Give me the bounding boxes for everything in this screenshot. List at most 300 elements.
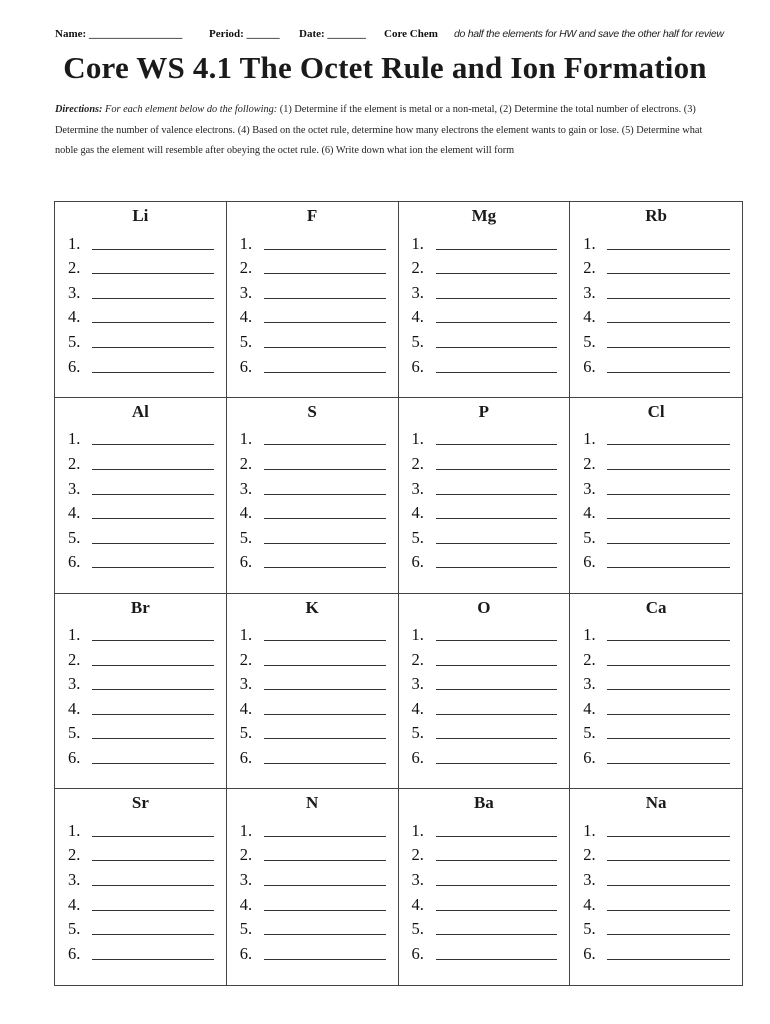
- answer-blank[interactable]: [607, 297, 730, 299]
- answer-line: [68, 939, 214, 964]
- answer-blank[interactable]: [92, 835, 214, 837]
- element-symbol: K: [305, 597, 319, 617]
- element-symbol: Na: [645, 793, 667, 813]
- answer-line: [240, 352, 386, 377]
- answer-number: 5.: [68, 919, 81, 939]
- element-symbol: Al: [131, 401, 149, 421]
- answer-line: [412, 890, 558, 915]
- answer-blank[interactable]: [264, 468, 386, 470]
- answer-blank[interactable]: [436, 859, 558, 861]
- answer-line: [583, 816, 730, 841]
- element-symbol: Ca: [645, 597, 667, 617]
- answer-line: [240, 449, 386, 474]
- element-cell: [55, 202, 227, 398]
- answer-blank[interactable]: [436, 835, 558, 837]
- answer-line: [583, 865, 730, 890]
- answer-line: [583, 499, 730, 524]
- answer-blank[interactable]: [436, 321, 558, 323]
- answer-number: 6.: [583, 943, 596, 963]
- answer-number: 5.: [68, 527, 81, 547]
- answer-number: 5.: [583, 723, 596, 743]
- answer-number: 4.: [411, 894, 424, 914]
- answer-blank[interactable]: [607, 566, 730, 568]
- answer-number: 2.: [68, 453, 81, 473]
- answer-number: 5.: [68, 723, 81, 743]
- answer-blank[interactable]: [607, 664, 730, 666]
- answer-number: 3.: [239, 282, 253, 302]
- answer-line: [412, 327, 558, 352]
- answer-number: 3.: [411, 478, 424, 498]
- header-line: [55, 28, 755, 44]
- answer-blank[interactable]: [92, 248, 214, 250]
- answer-line: [583, 523, 730, 548]
- answer-number: 3.: [411, 674, 424, 694]
- element-symbol: Br: [130, 597, 150, 617]
- answer-list: [412, 816, 558, 964]
- answer-blank[interactable]: [436, 639, 558, 641]
- answer-blank[interactable]: [92, 909, 214, 911]
- answer-number: 4.: [583, 894, 596, 914]
- element-cell: [399, 594, 571, 790]
- directions-lead: Directions:: [55, 104, 103, 115]
- answer-blank[interactable]: [264, 493, 386, 495]
- answer-number: 5.: [239, 919, 253, 939]
- answer-blank[interactable]: [264, 272, 386, 274]
- answer-blank[interactable]: [264, 443, 386, 445]
- answer-number: 4.: [239, 698, 253, 718]
- element-symbol: O: [477, 597, 491, 617]
- answer-blank[interactable]: [607, 639, 730, 641]
- element-cell: [570, 594, 742, 790]
- answer-number: 2.: [239, 845, 253, 865]
- answer-blank[interactable]: [264, 884, 386, 886]
- answer-number: 2.: [583, 649, 596, 669]
- answer-number: 2.: [239, 453, 253, 473]
- answer-list: [412, 621, 558, 769]
- answer-line: [412, 621, 558, 646]
- answer-blank[interactable]: [607, 835, 730, 837]
- answer-line: [68, 670, 214, 695]
- answer-line: [583, 915, 730, 940]
- answer-line: [412, 303, 558, 328]
- answer-line: [240, 499, 386, 524]
- answer-line: [412, 548, 558, 573]
- element-cell: [227, 202, 399, 398]
- answer-number: 2.: [411, 845, 424, 865]
- answer-number: 6.: [239, 356, 253, 376]
- answer-line: [68, 645, 214, 670]
- answer-blank[interactable]: [436, 272, 558, 274]
- answer-blank[interactable]: [607, 958, 730, 960]
- answer-number: 1.: [68, 820, 81, 840]
- answer-number: 1.: [68, 625, 81, 645]
- answer-number: 5.: [239, 723, 253, 743]
- answer-line: [583, 621, 730, 646]
- answer-blank[interactable]: [607, 321, 730, 323]
- answer-blank[interactable]: [436, 468, 558, 470]
- answer-blank[interactable]: [607, 737, 730, 739]
- answer-number: 3.: [239, 674, 253, 694]
- answer-list: [240, 621, 386, 769]
- element-symbol: P: [478, 401, 490, 421]
- answer-line: [68, 229, 214, 254]
- answer-list: [240, 229, 386, 377]
- answer-number: 3.: [68, 674, 81, 694]
- answer-blank[interactable]: [436, 566, 558, 568]
- answer-blank[interactable]: [436, 371, 558, 373]
- answer-blank[interactable]: [436, 737, 558, 739]
- answer-blank[interactable]: [436, 346, 558, 348]
- answer-line: [583, 254, 730, 279]
- answer-number: 5.: [411, 527, 424, 547]
- answer-line: [583, 939, 730, 964]
- answer-number: 3.: [583, 282, 596, 302]
- answer-blank[interactable]: [264, 542, 386, 544]
- answer-line: [412, 816, 558, 841]
- directions-text: (1) Determine if the element is metal or a non-metal, (2) Determine the total number of electrons. (3) Determine the number of valence electrons. (4) Based on the octet rule, determine how many electrons the element wants to gain or lose. (5) Determine what noble gas the element will resemble after obeying the octet rule. (6) Write down what ion the element will form: [55, 104, 703, 156]
- answer-number: 1.: [583, 233, 596, 253]
- answer-blank[interactable]: [92, 297, 214, 299]
- answer-blank[interactable]: [92, 737, 214, 739]
- answer-blank[interactable]: [607, 443, 730, 445]
- answer-blank[interactable]: [264, 933, 386, 935]
- answer-number: 3.: [68, 478, 81, 498]
- answer-blank[interactable]: [92, 542, 214, 544]
- answer-number: 1.: [411, 820, 424, 840]
- answer-list: [68, 229, 214, 377]
- answer-blank[interactable]: [264, 909, 386, 911]
- answer-number: 5.: [583, 527, 596, 547]
- answer-line: [68, 523, 214, 548]
- answer-number: 1.: [583, 820, 596, 840]
- answer-blank[interactable]: [607, 713, 730, 715]
- answer-blank[interactable]: [92, 321, 214, 323]
- answer-number: 4.: [583, 503, 596, 523]
- answer-blank[interactable]: [436, 909, 558, 911]
- element-cell: [399, 398, 571, 594]
- answer-line: [68, 694, 214, 719]
- answer-line: [240, 474, 386, 499]
- answer-line: [68, 816, 214, 841]
- answer-number: 1.: [411, 625, 424, 645]
- answer-blank[interactable]: [436, 664, 558, 666]
- answer-line: [240, 621, 386, 646]
- answer-line: [68, 890, 214, 915]
- answer-blank[interactable]: [436, 958, 558, 960]
- answer-number: 4.: [239, 894, 253, 914]
- answer-blank[interactable]: [92, 664, 214, 666]
- answer-number: 4.: [68, 307, 81, 327]
- answer-blank[interactable]: [92, 688, 214, 690]
- homework-note: do half the elements for HW and save the other half for review: [454, 28, 724, 40]
- element-cell: [227, 594, 399, 790]
- answer-number: 1.: [411, 429, 424, 449]
- answer-number: 1.: [239, 625, 253, 645]
- answer-blank[interactable]: [607, 248, 730, 250]
- answer-blank[interactable]: [607, 346, 730, 348]
- answer-number: 5.: [411, 331, 424, 351]
- answer-blank[interactable]: [92, 566, 214, 568]
- answer-number: 3.: [583, 478, 596, 498]
- answer-line: [412, 719, 558, 744]
- answer-line: [412, 939, 558, 964]
- answer-number: 5.: [239, 331, 253, 351]
- answer-blank[interactable]: [436, 493, 558, 495]
- answer-number: 6.: [68, 356, 81, 376]
- answer-blank[interactable]: [264, 639, 386, 641]
- element-cell: [570, 789, 742, 985]
- answer-number: 3.: [68, 282, 81, 302]
- answer-blank[interactable]: [436, 297, 558, 299]
- answer-number: 3.: [68, 870, 81, 890]
- answer-line: [68, 254, 214, 279]
- answer-line: [583, 743, 730, 768]
- answer-blank[interactable]: [436, 443, 558, 445]
- answer-number: 3.: [411, 282, 424, 302]
- answer-blank[interactable]: [436, 542, 558, 544]
- answer-blank[interactable]: [607, 468, 730, 470]
- answer-blank[interactable]: [607, 688, 730, 690]
- answer-line: [412, 352, 558, 377]
- answer-blank[interactable]: [264, 859, 386, 861]
- answer-list: [240, 425, 386, 573]
- answer-line: [68, 425, 214, 450]
- answer-blank[interactable]: [436, 762, 558, 764]
- answer-blank[interactable]: [607, 517, 730, 519]
- answer-blank[interactable]: [264, 346, 386, 348]
- answer-line: [68, 499, 214, 524]
- answer-blank[interactable]: [607, 762, 730, 764]
- answer-line: [240, 278, 386, 303]
- answer-blank[interactable]: [607, 371, 730, 373]
- answer-blank[interactable]: [264, 688, 386, 690]
- answer-list: [68, 816, 214, 964]
- answer-line: [240, 548, 386, 573]
- answer-line: [240, 816, 386, 841]
- answer-line: [583, 303, 730, 328]
- answer-line: [240, 327, 386, 352]
- answer-blank[interactable]: [264, 297, 386, 299]
- answer-line: [68, 278, 214, 303]
- answer-blank[interactable]: [436, 248, 558, 250]
- answer-line: [68, 352, 214, 377]
- answer-line: [240, 743, 386, 768]
- answer-number: 2.: [239, 649, 253, 669]
- answer-line: [240, 915, 386, 940]
- answer-line: [68, 449, 214, 474]
- answer-blank[interactable]: [92, 272, 214, 274]
- answer-blank[interactable]: [264, 248, 386, 250]
- answer-blank[interactable]: [436, 933, 558, 935]
- answer-list: [412, 425, 558, 573]
- element-cell: [55, 594, 227, 790]
- answer-line: [583, 327, 730, 352]
- answer-blank[interactable]: [264, 566, 386, 568]
- answer-blank[interactable]: [607, 859, 730, 861]
- answer-number: 4.: [68, 894, 81, 914]
- answer-number: 1.: [583, 429, 596, 449]
- answer-number: 1.: [239, 233, 253, 253]
- answer-blank[interactable]: [607, 272, 730, 274]
- element-symbol: S: [307, 401, 317, 421]
- answer-line: [412, 499, 558, 524]
- answer-blank[interactable]: [92, 713, 214, 715]
- element-symbol: N: [305, 793, 319, 813]
- answer-blank[interactable]: [92, 884, 214, 886]
- answer-line: [68, 548, 214, 573]
- answer-number: 5.: [583, 331, 596, 351]
- answer-blank[interactable]: [436, 884, 558, 886]
- answer-number: 2.: [68, 258, 81, 278]
- element-symbol: Rb: [645, 206, 667, 225]
- element-cell: [55, 398, 227, 594]
- answer-blank[interactable]: [92, 517, 214, 519]
- answer-number: 6.: [411, 943, 424, 963]
- answer-list: [583, 816, 730, 964]
- answer-blank[interactable]: [92, 958, 214, 960]
- answer-blank[interactable]: [92, 371, 214, 373]
- answer-line: [412, 449, 558, 474]
- answer-line: [68, 621, 214, 646]
- answer-number: 3.: [411, 870, 424, 890]
- answer-number: 2.: [411, 453, 424, 473]
- answer-list: [68, 425, 214, 573]
- answer-blank[interactable]: [264, 835, 386, 837]
- element-symbol: Cl: [647, 401, 665, 421]
- answer-number: 1.: [68, 429, 81, 449]
- answer-line: [68, 327, 214, 352]
- answer-line: [412, 254, 558, 279]
- answer-number: 6.: [411, 748, 424, 768]
- element-cell: [570, 202, 742, 398]
- answer-number: 4.: [583, 307, 596, 327]
- answer-number: 5.: [583, 919, 596, 939]
- answer-line: [412, 670, 558, 695]
- answer-line: [412, 694, 558, 719]
- answer-number: 6.: [239, 552, 253, 572]
- answer-blank[interactable]: [92, 493, 214, 495]
- answer-blank[interactable]: [436, 517, 558, 519]
- worksheet-title: Core WS 4.1 The Octet Rule and Ion Formation: [63, 50, 707, 85]
- answer-number: 2.: [583, 845, 596, 865]
- answer-blank[interactable]: [92, 443, 214, 445]
- answer-line: [583, 278, 730, 303]
- name-field-label: Name: _________________: [55, 28, 183, 40]
- answer-line: [68, 303, 214, 328]
- answer-line: [68, 865, 214, 890]
- answer-line: [240, 694, 386, 719]
- answer-blank[interactable]: [264, 371, 386, 373]
- answer-number: 3.: [583, 870, 596, 890]
- answer-list: [583, 621, 730, 769]
- answer-blank[interactable]: [436, 713, 558, 715]
- answer-line: [240, 890, 386, 915]
- course-label: Core Chem: [384, 28, 438, 40]
- answer-blank[interactable]: [607, 933, 730, 935]
- element-symbol: Li: [132, 206, 149, 225]
- answer-number: 6.: [411, 552, 424, 572]
- answer-number: 5.: [239, 527, 253, 547]
- answer-line: [583, 670, 730, 695]
- answer-blank[interactable]: [92, 346, 214, 348]
- answer-blank[interactable]: [264, 713, 386, 715]
- answer-blank[interactable]: [264, 321, 386, 323]
- answer-number: 6.: [239, 748, 253, 768]
- answer-list: [583, 229, 730, 377]
- answer-blank[interactable]: [92, 468, 214, 470]
- answer-line: [583, 548, 730, 573]
- element-cell: [55, 789, 227, 985]
- answer-blank[interactable]: [92, 762, 214, 764]
- answer-blank[interactable]: [264, 517, 386, 519]
- element-symbol: Ba: [473, 793, 494, 813]
- element-cell: [399, 202, 571, 398]
- answer-number: 1.: [583, 625, 596, 645]
- answer-blank[interactable]: [264, 664, 386, 666]
- answer-blank[interactable]: [607, 542, 730, 544]
- answer-number: 6.: [411, 356, 424, 376]
- element-cell: [227, 398, 399, 594]
- answer-line: [583, 645, 730, 670]
- answer-number: 6.: [583, 356, 596, 376]
- answer-line: [583, 694, 730, 719]
- answer-blank[interactable]: [607, 909, 730, 911]
- answer-blank[interactable]: [607, 884, 730, 886]
- answer-number: 6.: [68, 748, 81, 768]
- element-cell: [227, 789, 399, 985]
- answer-line: [412, 474, 558, 499]
- answer-line: [68, 915, 214, 940]
- answer-number: 6.: [583, 552, 596, 572]
- answer-number: 6.: [68, 943, 81, 963]
- answer-line: [412, 523, 558, 548]
- answer-blank[interactable]: [264, 762, 386, 764]
- answer-line: [240, 523, 386, 548]
- answer-number: 4.: [411, 307, 424, 327]
- answer-number: 2.: [68, 845, 81, 865]
- answer-line: [412, 915, 558, 940]
- answer-blank[interactable]: [92, 859, 214, 861]
- answer-list: [68, 621, 214, 769]
- answer-number: 6.: [68, 552, 81, 572]
- answer-blank[interactable]: [264, 958, 386, 960]
- answer-line: [412, 229, 558, 254]
- answer-number: 4.: [68, 503, 81, 523]
- answer-line: [68, 474, 214, 499]
- period-field-label: Period: ______: [209, 28, 280, 40]
- answer-line: [240, 425, 386, 450]
- answer-line: [412, 743, 558, 768]
- answer-line: [412, 865, 558, 890]
- answer-blank[interactable]: [436, 688, 558, 690]
- answer-line: [68, 841, 214, 866]
- answer-blank[interactable]: [92, 639, 214, 641]
- answer-list: [412, 229, 558, 377]
- element-symbol: F: [306, 206, 318, 225]
- answer-line: [412, 645, 558, 670]
- answer-line: [240, 719, 386, 744]
- answer-blank[interactable]: [607, 493, 730, 495]
- answer-blank[interactable]: [264, 737, 386, 739]
- answer-number: 4.: [239, 307, 253, 327]
- answer-number: 4.: [583, 698, 596, 718]
- answer-number: 4.: [411, 698, 424, 718]
- answer-line: [240, 841, 386, 866]
- answer-number: 1.: [411, 233, 424, 253]
- answer-blank[interactable]: [92, 933, 214, 935]
- answer-line: [240, 645, 386, 670]
- date-field-label: Date: _______: [299, 28, 366, 40]
